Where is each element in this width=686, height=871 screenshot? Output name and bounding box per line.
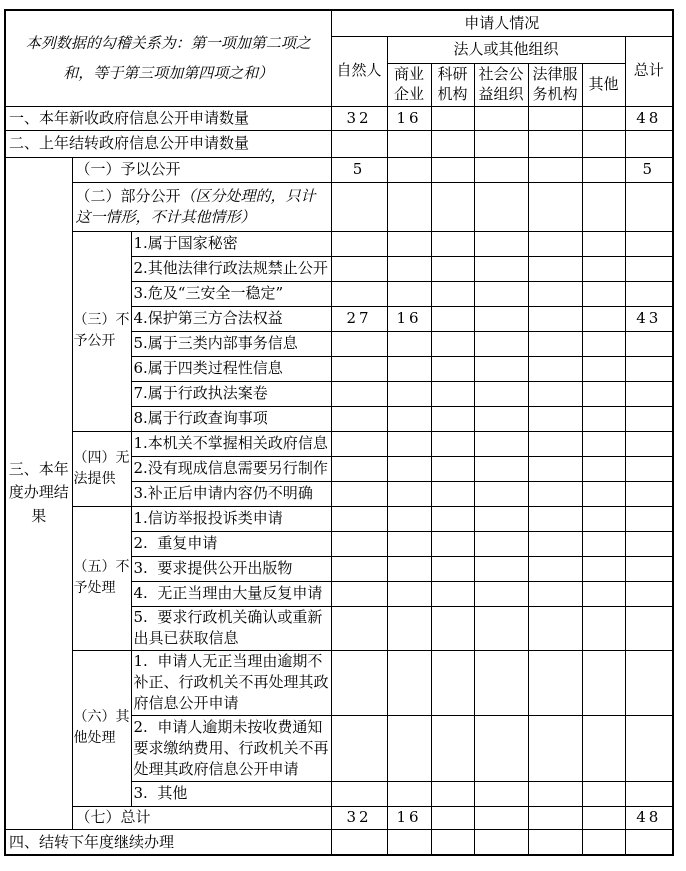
row-label-state-secret: 1.属于国家秘密: [131, 231, 331, 256]
value-cell: [625, 281, 673, 306]
value-cell: [625, 431, 673, 456]
value-cell: [474, 431, 528, 456]
value-cell: [528, 106, 582, 130]
value-cell: [582, 829, 625, 855]
row-label-no-correction: 1. 申请人无正当理由逾期不补正、行政机关不再处理其政府信息公开申请: [131, 650, 331, 715]
value-cell: [474, 581, 528, 606]
value-cell: [528, 506, 582, 531]
value-cell: 32: [331, 806, 387, 829]
value-cell: 32: [331, 106, 387, 130]
value-cell: [582, 531, 625, 556]
value-cell: [625, 581, 673, 606]
value-cell: [582, 806, 625, 829]
value-cell: [474, 650, 528, 715]
value-cell: [528, 231, 582, 256]
value-cell: [625, 481, 673, 506]
value-cell: [474, 506, 528, 531]
table-row: [5, 157, 673, 182]
value-cell: 5: [625, 157, 673, 182]
value-cell: [431, 781, 474, 806]
row-label-process-info: 6.属于四类过程性信息: [131, 356, 331, 381]
value-cell: [387, 281, 431, 306]
value-cell: [474, 556, 528, 581]
value-cell: [431, 481, 474, 506]
value-cell: [387, 829, 431, 855]
value-cell: [387, 650, 431, 715]
value-cell: [431, 506, 474, 531]
value-cell: [431, 256, 474, 281]
table-row: [5, 106, 673, 130]
value-cell: [625, 130, 673, 157]
value-cell: [331, 331, 387, 356]
value-cell: [625, 606, 673, 650]
table-row: [5, 10, 673, 36]
value-cell: [331, 581, 387, 606]
value-cell: [474, 281, 528, 306]
value-cell: [474, 106, 528, 130]
row-label-next-year: 四、结转下年度继续办理: [5, 829, 331, 855]
value-cell: [582, 281, 625, 306]
value-cell: [474, 406, 528, 431]
col-header-natural-person: 自然人: [331, 36, 387, 106]
value-cell: [528, 581, 582, 606]
value-cell: [474, 829, 528, 855]
value-cell: [431, 650, 474, 715]
value-cell: [387, 356, 431, 381]
value-cell: [625, 456, 673, 481]
value-cell: [528, 381, 582, 406]
value-cell: [625, 531, 673, 556]
value-cell: [431, 606, 474, 650]
value-cell: [431, 331, 474, 356]
value-cell: [582, 106, 625, 130]
value-cell: [431, 806, 474, 829]
value-cell: [331, 381, 387, 406]
value-cell: [331, 531, 387, 556]
table-row: [5, 806, 673, 829]
value-cell: [528, 256, 582, 281]
value-cell: [582, 456, 625, 481]
table-row: [5, 182, 673, 231]
value-cell: [331, 182, 387, 231]
row-label-law-prohibited: 2.其他法律行政法规禁止公开: [131, 256, 331, 281]
value-cell: [331, 256, 387, 281]
row-label-repeated-mass-requests: 4. 无正当理由大量反复申请: [131, 581, 331, 606]
group-label-unable-to-provide: （四）无法提供: [72, 431, 131, 506]
row-label-third-party-rights: 4.保护第三方合法权益: [131, 306, 331, 331]
value-cell: [625, 406, 673, 431]
value-cell: [474, 306, 528, 331]
row-label-granted: （一）予以公开: [72, 157, 331, 182]
value-cell: [474, 231, 528, 256]
col-header-research-institution: 科研机构: [431, 63, 474, 106]
value-cell: [528, 356, 582, 381]
row-label-enforcement-files: 7.属于行政执法案卷: [131, 381, 331, 406]
row-label-still-unclear: 3.补正后申请内容仍不明确: [131, 481, 331, 506]
value-cell: [331, 650, 387, 715]
value-cell: [582, 256, 625, 281]
value-cell: [625, 231, 673, 256]
value-cell: [582, 556, 625, 581]
value-cell: [387, 157, 431, 182]
value-cell: [474, 715, 528, 781]
col-header-commercial-enterprise: 商业企业: [387, 63, 431, 106]
value-cell: [528, 781, 582, 806]
value-cell: [528, 829, 582, 855]
value-cell: [582, 481, 625, 506]
value-cell: [528, 431, 582, 456]
value-cell: [431, 556, 474, 581]
value-cell: [331, 231, 387, 256]
col-header-legal-service-org: 法律服务机构: [528, 63, 582, 106]
row-label-other-item: 3. 其他: [131, 781, 331, 806]
value-cell: 16: [387, 106, 431, 130]
value-cell: [431, 406, 474, 431]
table-row: [5, 650, 673, 715]
value-cell: 16: [387, 806, 431, 829]
value-cell: [431, 106, 474, 130]
value-cell: [528, 456, 582, 481]
row-label-new-requests: 一、本年新收政府信息公开申请数量: [5, 106, 331, 130]
col-header-applicant-situation: 申请人情况: [331, 10, 673, 36]
col-header-total: 总计: [625, 36, 673, 106]
value-cell: [431, 581, 474, 606]
row-label-subtotal: （七）总计: [72, 806, 331, 829]
value-cell: [582, 182, 625, 231]
value-cell: [528, 331, 582, 356]
value-cell: [582, 130, 625, 157]
value-cell: [582, 157, 625, 182]
value-cell: [387, 556, 431, 581]
table-row: [5, 829, 673, 855]
value-cell: [387, 182, 431, 231]
value-cell: [474, 606, 528, 650]
col-header-legal-org: 法人或其他组织: [387, 36, 625, 63]
value-cell: [474, 381, 528, 406]
row-label-admin-inquiry: 8.属于行政查询事项: [131, 406, 331, 431]
row-label-public-publications: 3. 要求提供公开出版物: [131, 556, 331, 581]
value-cell: [625, 256, 673, 281]
value-cell: [387, 431, 431, 456]
value-cell: [625, 781, 673, 806]
value-cell: [387, 581, 431, 606]
value-cell: [331, 481, 387, 506]
row-label-carried-over: 二、上年结转政府信息公开申请数量: [5, 130, 331, 157]
value-cell: [331, 281, 387, 306]
value-cell: 5: [331, 157, 387, 182]
row-label-partial-note: （区分处理的，只计这一情形，不计其他情形）: [75, 187, 316, 226]
value-cell: [387, 231, 431, 256]
value-cell: [582, 781, 625, 806]
value-cell: [528, 556, 582, 581]
section-label-annual-results: 三、本年度办理结果: [5, 157, 72, 829]
value-cell: [528, 182, 582, 231]
row-label-duplicate-request: 2. 重复申请: [131, 531, 331, 556]
value-cell: [431, 381, 474, 406]
table-row: [5, 431, 673, 456]
value-cell: [387, 506, 431, 531]
value-cell: [431, 431, 474, 456]
value-cell: [625, 182, 673, 231]
value-cell: [528, 130, 582, 157]
value-cell: [625, 650, 673, 715]
value-cell: [528, 481, 582, 506]
value-cell: 27: [331, 306, 387, 331]
value-cell: [582, 406, 625, 431]
value-cell: [528, 531, 582, 556]
row-label-endanger-safety: 3.危及“三安全一稳定”: [131, 281, 331, 306]
value-cell: [431, 829, 474, 855]
value-cell: [625, 829, 673, 855]
value-cell: [625, 381, 673, 406]
value-cell: [528, 715, 582, 781]
value-cell: [625, 506, 673, 531]
row-label-confirm-obtained-info: 5. 要求行政机关确认或重新出具已获取信息: [131, 606, 331, 650]
checksum-note: 本列数据的勾稽关系为：第一项加第二项之和，等于第三项加第四项之和）: [5, 10, 331, 106]
value-cell: [528, 406, 582, 431]
col-header-public-welfare-org: 社会公益组织: [474, 63, 528, 106]
value-cell: [431, 306, 474, 331]
value-cell: [474, 531, 528, 556]
value-cell: [582, 606, 625, 650]
value-cell: [331, 606, 387, 650]
value-cell: [528, 306, 582, 331]
value-cell: 48: [625, 106, 673, 130]
value-cell: [625, 331, 673, 356]
value-cell: 43: [625, 306, 673, 331]
value-cell: [387, 456, 431, 481]
value-cell: [528, 650, 582, 715]
value-cell: [625, 356, 673, 381]
value-cell: [528, 806, 582, 829]
value-cell: [528, 281, 582, 306]
row-label-internal-affairs: 5.属于三类内部事务信息: [131, 331, 331, 356]
value-cell: [331, 456, 387, 481]
info-disclosure-requests-table: [4, 9, 674, 856]
value-cell: [431, 531, 474, 556]
value-cell: [331, 829, 387, 855]
value-cell: [582, 715, 625, 781]
value-cell: [474, 781, 528, 806]
value-cell: [387, 130, 431, 157]
value-cell: [431, 715, 474, 781]
group-label-not-processed: （五）不予处理: [72, 506, 131, 650]
value-cell: [431, 456, 474, 481]
value-cell: [474, 182, 528, 231]
table-row: [5, 506, 673, 531]
group-label-other-handling: （六）其他处理: [72, 650, 131, 806]
value-cell: [582, 650, 625, 715]
value-cell: [387, 531, 431, 556]
value-cell: [474, 481, 528, 506]
row-label-not-held: 1.本机关不掌握相关政府信息: [131, 431, 331, 456]
group-label-denied: （三）不予公开: [72, 231, 131, 431]
value-cell: [474, 331, 528, 356]
row-label-fee-not-paid: 2. 申请人逾期未按收费通知要求缴纳费用、行政机关不再处理其政府信息公开申请: [131, 715, 331, 781]
value-cell: [582, 331, 625, 356]
value-cell: [474, 256, 528, 281]
row-label-partial: [72, 182, 331, 231]
value-cell: [528, 157, 582, 182]
value-cell: [387, 481, 431, 506]
table-row: [5, 130, 673, 157]
value-cell: [528, 606, 582, 650]
value-cell: [582, 356, 625, 381]
row-label-partial-text: （二）部分公开: [75, 187, 181, 206]
value-cell: [387, 406, 431, 431]
value-cell: [331, 506, 387, 531]
value-cell: [474, 456, 528, 481]
value-cell: [387, 606, 431, 650]
value-cell: [331, 715, 387, 781]
value-cell: [431, 231, 474, 256]
value-cell: [474, 157, 528, 182]
value-cell: [387, 256, 431, 281]
value-cell: [474, 130, 528, 157]
value-cell: 48: [625, 806, 673, 829]
value-cell: [625, 715, 673, 781]
value-cell: [431, 182, 474, 231]
value-cell: [582, 431, 625, 456]
value-cell: 16: [387, 306, 431, 331]
value-cell: [582, 381, 625, 406]
value-cell: [387, 715, 431, 781]
value-cell: [582, 581, 625, 606]
value-cell: [331, 556, 387, 581]
value-cell: [474, 356, 528, 381]
value-cell: [582, 506, 625, 531]
col-header-other: 其他: [582, 63, 625, 106]
row-label-petition-complaint: 1.信访举报投诉类申请: [131, 506, 331, 531]
value-cell: [431, 356, 474, 381]
value-cell: [331, 431, 387, 456]
value-cell: [387, 331, 431, 356]
value-cell: [582, 306, 625, 331]
value-cell: [431, 130, 474, 157]
value-cell: [387, 381, 431, 406]
table-row: [5, 231, 673, 256]
value-cell: [431, 281, 474, 306]
value-cell: [331, 406, 387, 431]
value-cell: [582, 231, 625, 256]
row-label-needs-creation: 2.没有现成信息需要另行制作: [131, 456, 331, 481]
value-cell: [331, 130, 387, 157]
value-cell: [387, 781, 431, 806]
value-cell: [474, 806, 528, 829]
value-cell: [331, 356, 387, 381]
value-cell: [431, 157, 474, 182]
value-cell: [625, 556, 673, 581]
value-cell: [331, 781, 387, 806]
